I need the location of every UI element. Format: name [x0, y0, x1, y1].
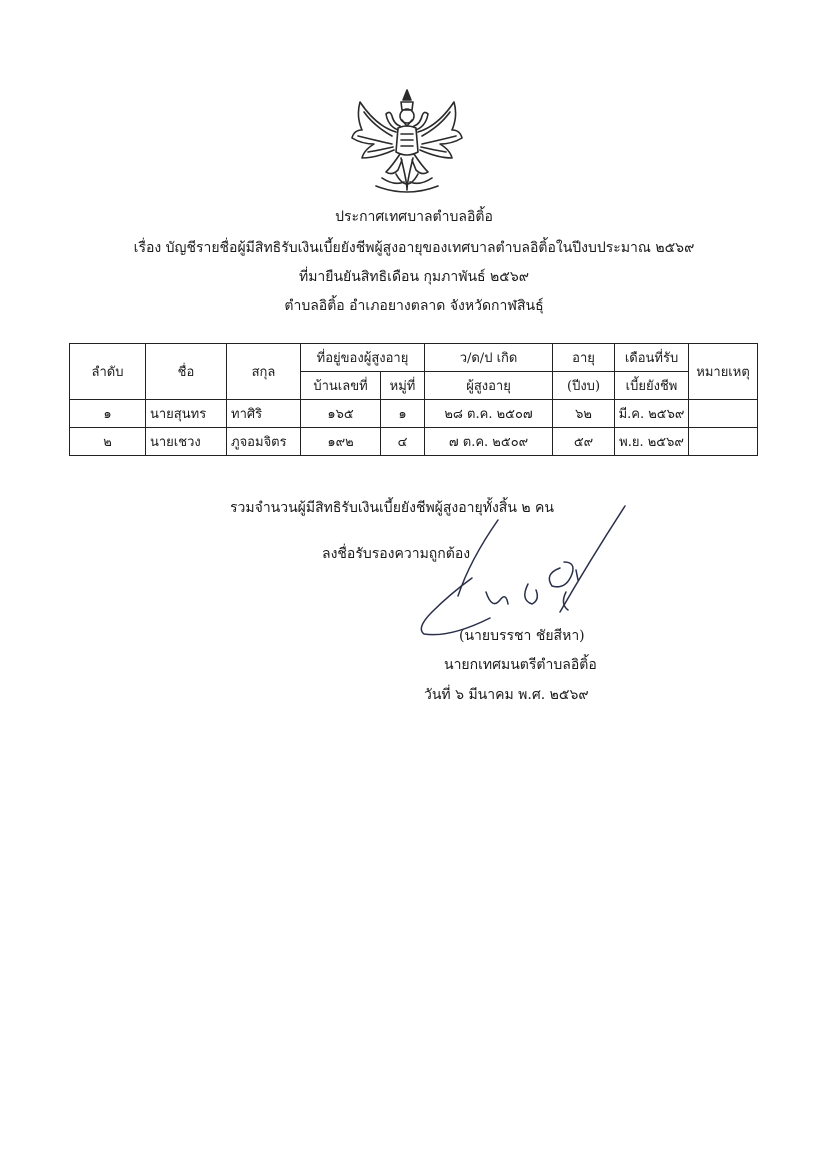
- cell-first-name: นายเชวง: [146, 428, 227, 456]
- announcement-subject: เรื่อง บัญชีรายชื่อผู้มีสิทธิรับเงินเบี้ยยังชีพผู้สูงอายุของเทศบาลตำบลอิติ้อในปีงบประมาณ ๒๕๖๙: [133, 240, 695, 256]
- cell-first-name: นายสุนทร: [146, 400, 227, 428]
- header-village: หมู่ที่: [381, 372, 425, 400]
- cell-order: ๑: [70, 400, 146, 428]
- cell-order: ๒: [70, 428, 146, 456]
- cell-house-no: ๑๖๕: [301, 400, 381, 428]
- cell-village: ๔: [381, 428, 425, 456]
- signed-date: วันที่ ๖ มีนาคม พ.ศ. ๒๕๖๙: [424, 687, 589, 703]
- header-house-no: บ้านเลขที่: [301, 372, 381, 400]
- header-order: ลำดับ: [70, 344, 146, 400]
- announcement-location: ตำบลอิติ้อ อำเภอยางตลาด จังหวัดกาฬสินธุ์: [284, 298, 544, 314]
- header-age-top: อายุ: [553, 344, 615, 372]
- header-remark: หมายเหตุ: [689, 344, 758, 400]
- cell-month: มี.ค. ๒๕๖๙: [615, 400, 689, 428]
- total-summary: รวมจำนวนผู้มีสิทธิรับเงินเบี้ยยังชีพผู้สูงอายุทั้งสิ้น ๒ คน: [230, 500, 554, 516]
- garuda-emblem-icon: [346, 86, 468, 198]
- header-birth-bottom: ผู้สูงอายุ: [425, 372, 553, 400]
- beneficiary-table: [69, 343, 758, 456]
- table-row: [70, 428, 758, 456]
- cell-surname: ภูจอมจิตร: [227, 428, 301, 456]
- header-birth-top: ว/ด/ป เกิด: [425, 344, 553, 372]
- header-month-bottom: เบี้ยยังชีพ: [615, 372, 689, 400]
- cell-month: พ.ย. ๒๕๖๙: [615, 428, 689, 456]
- announcement-period: ที่มายืนยันสิทธิเดือน กุมภาพันธ์ ๒๕๖๙: [298, 269, 530, 285]
- cell-age: ๖๒: [553, 400, 615, 428]
- signer-position: นายกเทศมนตรีตำบลอิติ้อ: [444, 657, 597, 673]
- cell-village: ๑: [381, 400, 425, 428]
- cell-age: ๕๙: [553, 428, 615, 456]
- signer-name: (นายบรรชา ชัยสีหา): [459, 628, 585, 644]
- certification-label: ลงชื่อรับรองความถูกต้อง: [322, 546, 471, 562]
- header-address-group: ที่อยู่ของผู้สูงอายุ: [301, 344, 425, 372]
- agency-title: ประกาศเทศบาลตำบลอิติ้อ: [335, 209, 493, 225]
- cell-remark: [689, 428, 758, 456]
- cell-birth: ๒๘ ต.ค. ๒๕๐๗: [425, 400, 553, 428]
- header-age-bottom: (ปีงบ): [553, 372, 615, 400]
- header-surname: สกุล: [227, 344, 301, 400]
- cell-birth: ๗ ต.ค. ๒๕๐๙: [425, 428, 553, 456]
- table-row: [70, 400, 758, 428]
- cell-house-no: ๑๙๒: [301, 428, 381, 456]
- header-first-name: ชื่อ: [146, 344, 227, 400]
- header-month-top: เดือนที่รับ: [615, 344, 689, 372]
- cell-remark: [689, 400, 758, 428]
- cell-surname: ทาศิริ: [227, 400, 301, 428]
